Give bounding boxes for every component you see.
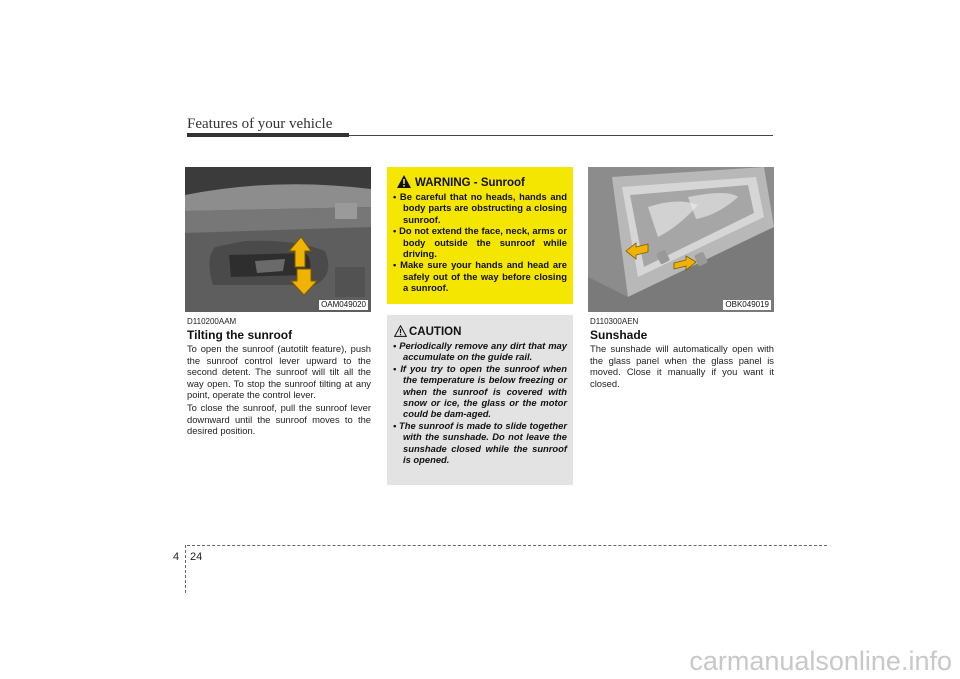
page-number: 24 xyxy=(190,551,203,563)
warning-list xyxy=(393,191,567,294)
chapter-number: 4 xyxy=(173,551,180,563)
footer-divider xyxy=(185,545,186,593)
paragraph: To close the sunroof, pull the sunroof lever downward until the sunroof moves to the desired position. xyxy=(187,402,371,437)
paragraph: The sunshade will automatically open with the glass panel when the glass panel is moved. Close it manually if you want it closed. xyxy=(590,343,774,389)
warning-subject: Sunroof xyxy=(480,177,525,189)
section-heading: Sunshade xyxy=(590,328,648,342)
warning-title xyxy=(415,177,525,189)
section-code: D110200AAM xyxy=(187,317,237,326)
sunroof-lever-illustration xyxy=(185,167,371,312)
footer-rule xyxy=(187,545,827,546)
caution-item: • The sunroof is made to slide together with the sunshade. Do not leave the sunshade closed while the sunroof is opened. xyxy=(393,419,567,466)
warning-item: • Do not extend the face, neck, arms or body outside the sunroof while driving. xyxy=(393,225,567,260)
sunshade-illustration xyxy=(588,167,774,312)
sunshade-photo xyxy=(588,167,774,312)
header-title: Features of your vehicle xyxy=(187,116,333,132)
warning-label: WARNING - xyxy=(415,177,478,189)
warning-box xyxy=(387,167,573,304)
caution-item: • Periodically remove any dirt that may accumulate on the guide rail. xyxy=(393,340,567,363)
paragraph: To open the sunroof (autotilt feature), push the sunroof control lever upward to the second detent. The sunroof will tilt all the way open. To stop the sunroof tilting at any point, operate the control lever. xyxy=(187,343,371,401)
section-heading: Tilting the sunroof xyxy=(187,328,293,342)
sunroof-lever-photo xyxy=(185,167,371,312)
section-code: D110300AEN xyxy=(590,317,639,326)
caution-list xyxy=(393,340,567,465)
warning-item: • Make sure your hands and head are safely out of the way before closing a sunroof. xyxy=(393,259,568,294)
image-label: OAM049020 xyxy=(321,300,366,309)
caution-icon xyxy=(394,325,407,337)
caution-box xyxy=(387,315,573,485)
image-label: OBK049019 xyxy=(725,300,769,309)
caution-title: CAUTION xyxy=(409,326,462,338)
watermark: carmanualsonline.info xyxy=(689,646,952,676)
caution-item: • If you try to open the sunroof when the temperature is below freezing or when the sunroof is covered with snow or ice, the glass or the motor could be dam-aged. xyxy=(393,362,567,420)
warning-item: • Be careful that no heads, hands and body parts are obstructing a closing sunroof. xyxy=(393,191,568,225)
header-rule-accent xyxy=(187,133,349,137)
warning-icon xyxy=(397,175,411,188)
